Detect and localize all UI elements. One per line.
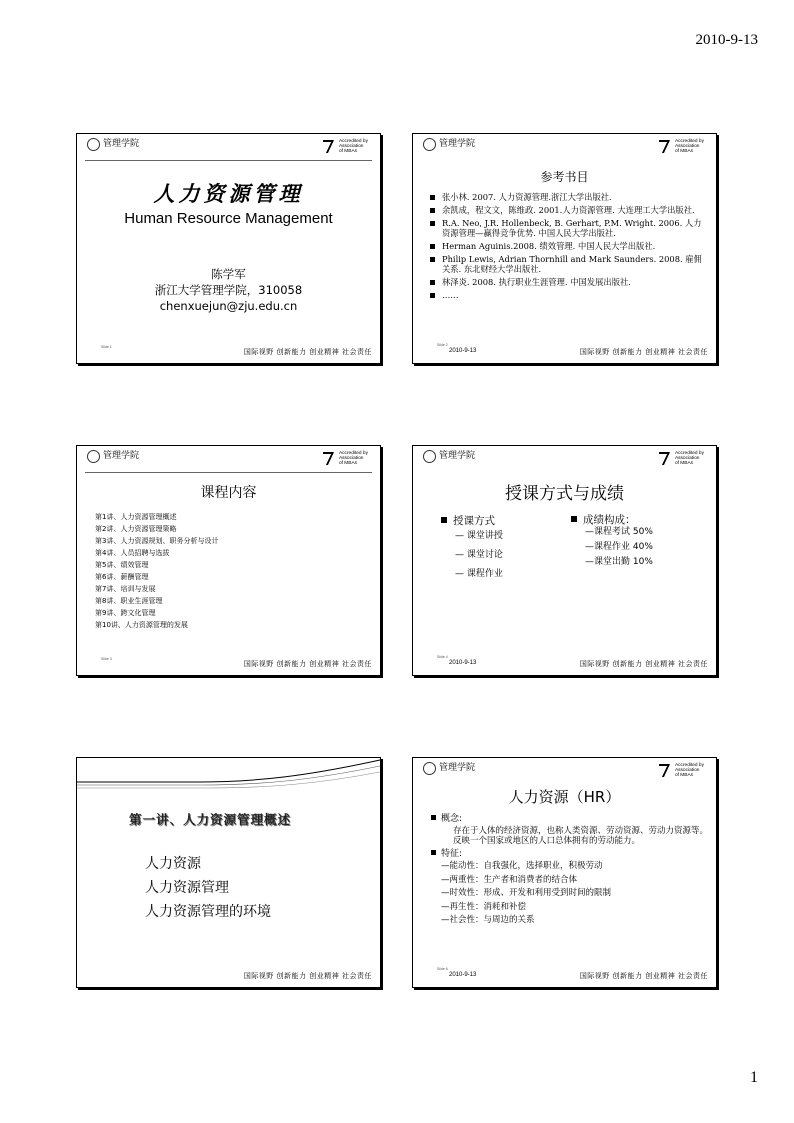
slide-footer: 国际视野 创新能力 创业精神 社会责任 [579,348,708,356]
list-item: — 课程作业 [455,569,503,579]
list-item: 第10讲、人力资源管理的发展 [95,621,188,629]
concept-text: 存在于人体的经济资源，也称人类资源、劳动资源、劳动力资源等。反映一个国家或地区的人口总体拥有的劳动能力。 [453,825,709,846]
list-item: Philip Lewis, Adrian Thornhill and Mark Saunders. 2008. 雇佣关系. 东北财经大学出版社. [429,254,708,274]
list-item: 余凯成，程文文，陈维政. 2001.人力资源管理. 大连理工大学出版社. [429,205,708,215]
amba-icon [659,764,673,777]
amba-icon [323,452,337,465]
reference-list [429,192,708,303]
slide-3 [76,445,381,676]
slide-footer: 国际视野 创新能力 创业精神 社会责任 [579,972,708,980]
slide-4 [412,445,717,676]
seal-icon [423,450,436,463]
slide-title: 参考书目 [540,170,589,184]
list-item: 人力资源管理 [145,880,229,896]
slide-title: 第一讲、人力资源管理概述 [129,812,292,827]
slide-6 [412,757,717,988]
slide-title: 授课方式与成绩 [505,484,624,504]
list-item: —时效性：形成、开发和利用受到时间的限制 [441,888,612,898]
list-item: —课程作业 40% [585,542,653,552]
course-title-en: Human Resource Management [124,210,333,227]
list-item: —再生性：消耗和补偿 [441,901,527,912]
method-heading: 授课方式 [441,513,495,528]
slide-footer: 国际视野 创新能力 创业精神 社会责任 [243,972,372,980]
list-item: 第6讲、薪酬管理 [95,573,149,581]
amba-logo: Accredited by Association of MBAs [659,451,704,466]
seal-icon [423,762,436,775]
list-item: 第8讲、职业生涯管理 [95,597,163,605]
school-logo: 管理学院 [87,138,139,151]
slide-label: Slide 6 [437,967,448,971]
feature-list [431,860,708,928]
grade-heading: 成绩构成： [571,512,636,527]
school-logo: 管理学院 [87,450,139,463]
list-item: — 课堂讲授 [455,531,503,541]
amba-icon [659,140,673,153]
grade-list [585,525,653,570]
amba-icon [659,452,673,465]
hr-content [431,814,708,928]
list-item: 第1讲、人力资源管理概述 [95,513,177,521]
list-item: 人力资源 [145,856,201,872]
divider [85,472,372,473]
slide-date: 2010-9-13 [449,660,477,666]
divider [85,160,372,161]
slide-footer: 国际视野 创新能力 创业精神 社会责任 [243,660,372,668]
slide-label: Slide 4 [437,655,448,659]
lecture-list [95,511,218,631]
list-item: 林泽炎. 2008. 执行职业生涯管理. 中国发展出版社. [429,277,708,287]
slide-label: Slide 3 [101,657,112,661]
author-name: 陈学军 [211,267,246,281]
page-number: 1 [750,1069,758,1086]
slide-footer: 国际视野 创新能力 创业精神 社会责任 [579,660,708,668]
seal-icon [87,138,100,151]
list-item: —能动性：自我强化，选择职业，积极劳动 [441,861,603,871]
method-list [455,527,503,584]
wave-decoration [77,758,380,803]
list-item: Herman Aguinis.2008. 绩效管理. 中国人民大学出版社. [429,241,708,251]
slide-date: 2010-9-13 [449,348,477,354]
school-logo: 管理学院 [423,138,475,151]
amba-logo: Accredited by Association of MBAs [659,763,704,778]
list-item: 第4讲、人员招聘与选拔 [95,549,170,557]
feature-heading: 特征: [431,849,708,861]
slide-title: 人力资源（HR） [508,788,621,806]
seal-icon [87,450,100,463]
amba-logo: Accredited by Association of MBAs [323,451,368,466]
list-item: 第7讲、培训与发展 [95,585,156,593]
list-item: —课程考试 50% [585,527,653,537]
author-affiliation: 浙江大学管理学院，310058 [154,283,303,297]
list-item: —课堂出勤 10% [585,557,653,567]
topic-list [145,852,271,924]
slide-label: Slide 1 [101,345,112,349]
list-item: 第2讲、人力资源管理策略 [95,525,177,533]
list-item: …… [429,290,708,300]
slide-label: Slide 2 [437,343,448,347]
list-item: R.A. Neo, J.R. Hollenbeck, B. Gerhart, P.M. Wright. 2006. 人力资源管理—赢得竞争优势. 中国人民大学出版社. [429,218,708,238]
slide-footer: 国际视野 创新能力 创业精神 社会责任 [243,348,372,356]
author-block [77,266,380,314]
school-logo: 管理学院 [423,762,475,775]
list-item: — 课堂讨论 [455,550,503,560]
list-item: 第5讲、绩效管理 [95,561,149,569]
seal-icon [423,138,436,151]
header-date: 2010-9-13 [695,32,758,48]
author-email: chenxuejun@zju.edu.cn [159,299,298,313]
list-item: 人力资源管理的环境 [145,904,271,920]
list-item: 第9讲、跨文化管理 [95,609,156,617]
amba-logo: Accredited by Association of MBAs [323,139,368,154]
list-item: 第3讲、人力资源规划、职务分析与设计 [95,537,219,545]
slide-date: 2010-9-13 [449,972,477,978]
amba-logo: Accredited by Association of MBAs [659,139,704,154]
course-title-cn: 人力资源管理 [153,181,304,206]
school-logo: 管理学院 [423,450,475,463]
slide-2 [412,133,717,364]
list-item: 张小林. 2007. 人力资源管理.浙江大学出版社. [429,192,708,202]
slide-5 [76,757,381,988]
concept-heading: 概念: [431,814,708,826]
slide-title: 课程内容 [200,485,257,501]
amba-icon [323,140,337,153]
list-item: —两重性：生产者和消费者的结合体 [441,874,578,885]
list-item: —社会性：与周边的关系 [441,915,535,925]
slide-1 [76,133,381,364]
